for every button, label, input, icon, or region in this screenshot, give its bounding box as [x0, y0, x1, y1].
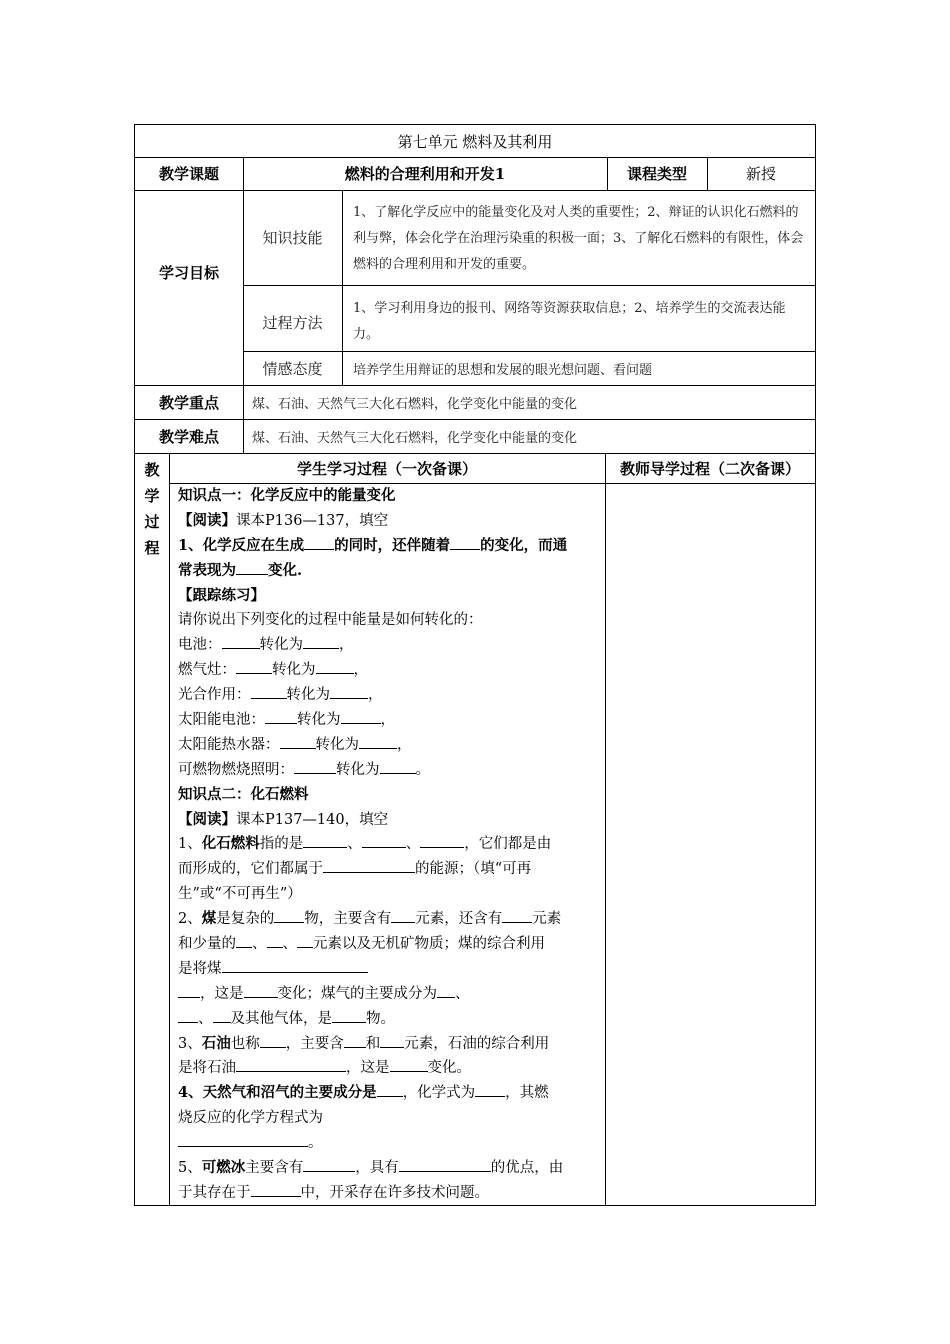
practice-item: 太阳能热水器： 转化为 ，	[178, 733, 598, 758]
practice-item: 燃气灶： 转化为 ，	[178, 658, 598, 683]
teacher-process-content	[606, 484, 815, 1204]
unit-title: 第七单元 燃料及其利用	[397, 132, 553, 151]
section-2-title: 知识点二：化石燃料	[178, 785, 309, 803]
question-2-2-line-2: 和少量的 、 、 元素以及无机矿物质；煤的综合利用	[178, 932, 598, 957]
question-2-3-line-2: 是将石油 ，这是 变化。	[178, 1056, 598, 1081]
objective-knowledge-text: 1、了解化学反应中的能量变化及对人类的重要性；2、辩证的认识化石燃料的利与弊，体会化学在治理污染重的积极一面；3、了解化石燃料的有限性，体会燃料的合理利用和开发的重要。	[353, 205, 804, 272]
question-2-1-line-1: 1、化石燃料指的是 、 、 ，它们都是由	[178, 832, 598, 857]
question-2-1-line-3: 生”或“不可再生”）	[178, 886, 302, 903]
practice-item: 可燃物燃烧照明： 转化为 。	[178, 758, 598, 783]
difficulty-text: 煤、石油、天然气三大化石燃料，化学变化中能量的变化	[252, 430, 578, 446]
question-2-5-line-1: 5、可燃冰主要含有 ，具有 的优点，由	[178, 1156, 598, 1181]
practice-item: 电池： 转化为 ，	[178, 633, 598, 658]
course-type-value: 新授	[745, 165, 776, 183]
topic-label: 教学课题	[158, 165, 219, 183]
practice-item: 太阳能电池： 转化为 ，	[178, 708, 598, 733]
question-1-line-1: 1、化学反应在生成 的同时，还伴随着 的变化，而通	[178, 534, 598, 559]
practice-tag: 【跟踪练习】	[178, 586, 265, 604]
objective-process-label: 过程方法	[262, 313, 323, 332]
question-2-4-line-2: 烧反应的化学方程式为	[178, 1110, 323, 1127]
topic-value: 燃料的合理利用和开发1	[344, 165, 506, 183]
objective-attitude-label: 情感态度	[262, 359, 323, 378]
student-process-header: 学生学习过程（一次备课）	[296, 459, 477, 478]
practice-intro: 请你说出下列变化的过程中能量是如何转化的：	[178, 612, 483, 629]
objective-process-text: 1、学习利用身边的报刊、网络等资源获取信息；2、培养学生的交流表达能力。	[353, 301, 786, 342]
question-2-2-line-3: 是将煤	[178, 957, 598, 982]
lesson-plan-table	[134, 124, 816, 1206]
question-2-2-line-1: 2、煤是复杂的 物，主要含有 元素，还含有 元素	[178, 907, 598, 932]
question-2-1-line-2: 而形成的，它们都属于 的能源；（填“可再	[178, 857, 598, 882]
practice-item: 光合作用： 转化为 ，	[178, 683, 598, 708]
objective-attitude-text: 培养学生用辩证的思想和发展的眼光想问题、看问题	[353, 362, 653, 378]
question-1-line-2: 常表现为 变化.	[178, 559, 598, 584]
key-point-text: 煤、石油、天然气三大化石燃料，化学变化中能量的变化	[252, 396, 578, 412]
objectives-label: 学习目标	[158, 264, 219, 282]
key-point-label: 教学重点	[158, 393, 219, 412]
teacher-process-header: 教师导学过程（二次备课）	[619, 459, 800, 478]
section-1-title: 知识点一：化学反应中的能量变化	[178, 487, 396, 504]
question-2-4-line-1: 4、天然气和沼气的主要成分是 ，化学式为 ，其燃	[178, 1081, 598, 1106]
reading-2: 【阅读】课本P137—140，填空	[178, 810, 389, 828]
process-label: 教 学 过 程	[144, 461, 160, 557]
difficulty-label: 教学难点	[158, 427, 219, 446]
question-2-2-line-5: 、 及其他气体，是 物。	[178, 1007, 598, 1032]
objective-knowledge-label: 知识技能	[262, 229, 323, 247]
student-process-content	[178, 484, 598, 1206]
question-2-3-line-1: 3、石油也称 ，主要含 和 元素，石油的综合利用	[178, 1032, 598, 1057]
question-2-4-line-3: 。	[178, 1131, 598, 1156]
course-type-label: 课程类型	[626, 165, 687, 183]
question-2-2-line-4: ，这是 变化；煤气的主要成分为 、	[178, 982, 598, 1007]
reading-1: 【阅读】课本P136—137，填空	[178, 511, 389, 529]
question-2-5-line-2: 于其存在于 中，开采存在许多技术问题。	[178, 1181, 598, 1206]
